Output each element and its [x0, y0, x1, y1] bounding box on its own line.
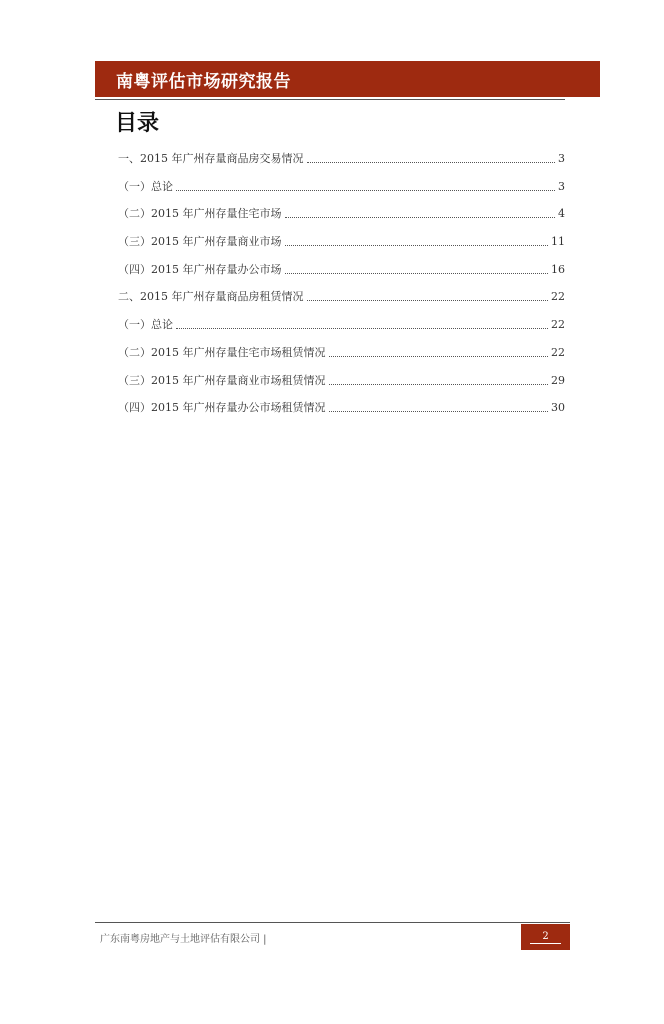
toc-entry-page: 16	[551, 263, 565, 276]
toc-entry-page: 4	[558, 207, 565, 220]
toc-entry-page: 30	[551, 401, 565, 414]
toc-entry[interactable]	[118, 397, 565, 415]
page-number: 2	[530, 931, 560, 944]
toc-entry-page: 22	[551, 346, 565, 359]
footer-divider	[95, 922, 570, 923]
toc-entry-title: （三）2015 年广州存量商业市场	[118, 235, 282, 248]
toc-dot-leader	[329, 411, 549, 412]
toc-dot-leader	[285, 273, 549, 274]
toc-entry-page: 3	[558, 152, 565, 165]
toc-entry-title: （三）2015 年广州存量商业市场租赁情况	[118, 374, 326, 387]
toc-entry-title: （四）2015 年广州存量办公市场	[118, 263, 282, 276]
toc-entry[interactable]	[118, 286, 565, 304]
report-title: 南粤评估市场研究报告	[116, 71, 291, 92]
toc-entry-page: 22	[551, 318, 565, 331]
toc-heading: 目录	[115, 111, 160, 136]
toc-dot-leader	[329, 356, 549, 357]
toc-entry-page: 22	[551, 290, 565, 303]
toc-entry[interactable]	[118, 342, 565, 360]
toc-entry[interactable]	[118, 176, 565, 194]
toc-entry-title: （一）总论	[118, 180, 173, 193]
toc-entry-title: （二）2015 年广州存量住宅市场	[118, 207, 282, 220]
toc-entry[interactable]	[118, 231, 565, 249]
toc-entry-title: 一、2015 年广州存量商品房交易情况	[118, 152, 304, 165]
toc-entry-page: 29	[551, 374, 565, 387]
toc-dot-leader	[307, 300, 549, 301]
toc-entry-page: 3	[558, 180, 565, 193]
toc-entry-title: （四）2015 年广州存量办公市场租赁情况	[118, 401, 326, 414]
toc-entry[interactable]	[118, 314, 565, 332]
toc-dot-leader	[329, 384, 549, 385]
toc-entry[interactable]	[118, 259, 565, 277]
toc-entry[interactable]	[118, 203, 565, 221]
toc-entry-title: 二、2015 年广州存量商品房租赁情况	[118, 290, 304, 303]
table-of-contents	[0, 0, 664, 500]
toc-dot-leader	[176, 190, 555, 191]
toc-dot-leader	[176, 328, 548, 329]
toc-dot-leader	[285, 245, 549, 246]
toc-entry-title: （一）总论	[118, 318, 173, 331]
toc-entry[interactable]	[118, 370, 565, 388]
toc-entry-page: 11	[551, 235, 565, 248]
toc-entry-title: （二）2015 年广州存量住宅市场租赁情况	[118, 346, 326, 359]
toc-dot-leader	[307, 162, 556, 163]
footer-company-name: 广东南粤房地产与土地评估有限公司 |	[100, 934, 267, 945]
toc-entry[interactable]	[118, 148, 565, 166]
toc-dot-leader	[285, 217, 556, 218]
footer-page-badge	[521, 924, 570, 950]
